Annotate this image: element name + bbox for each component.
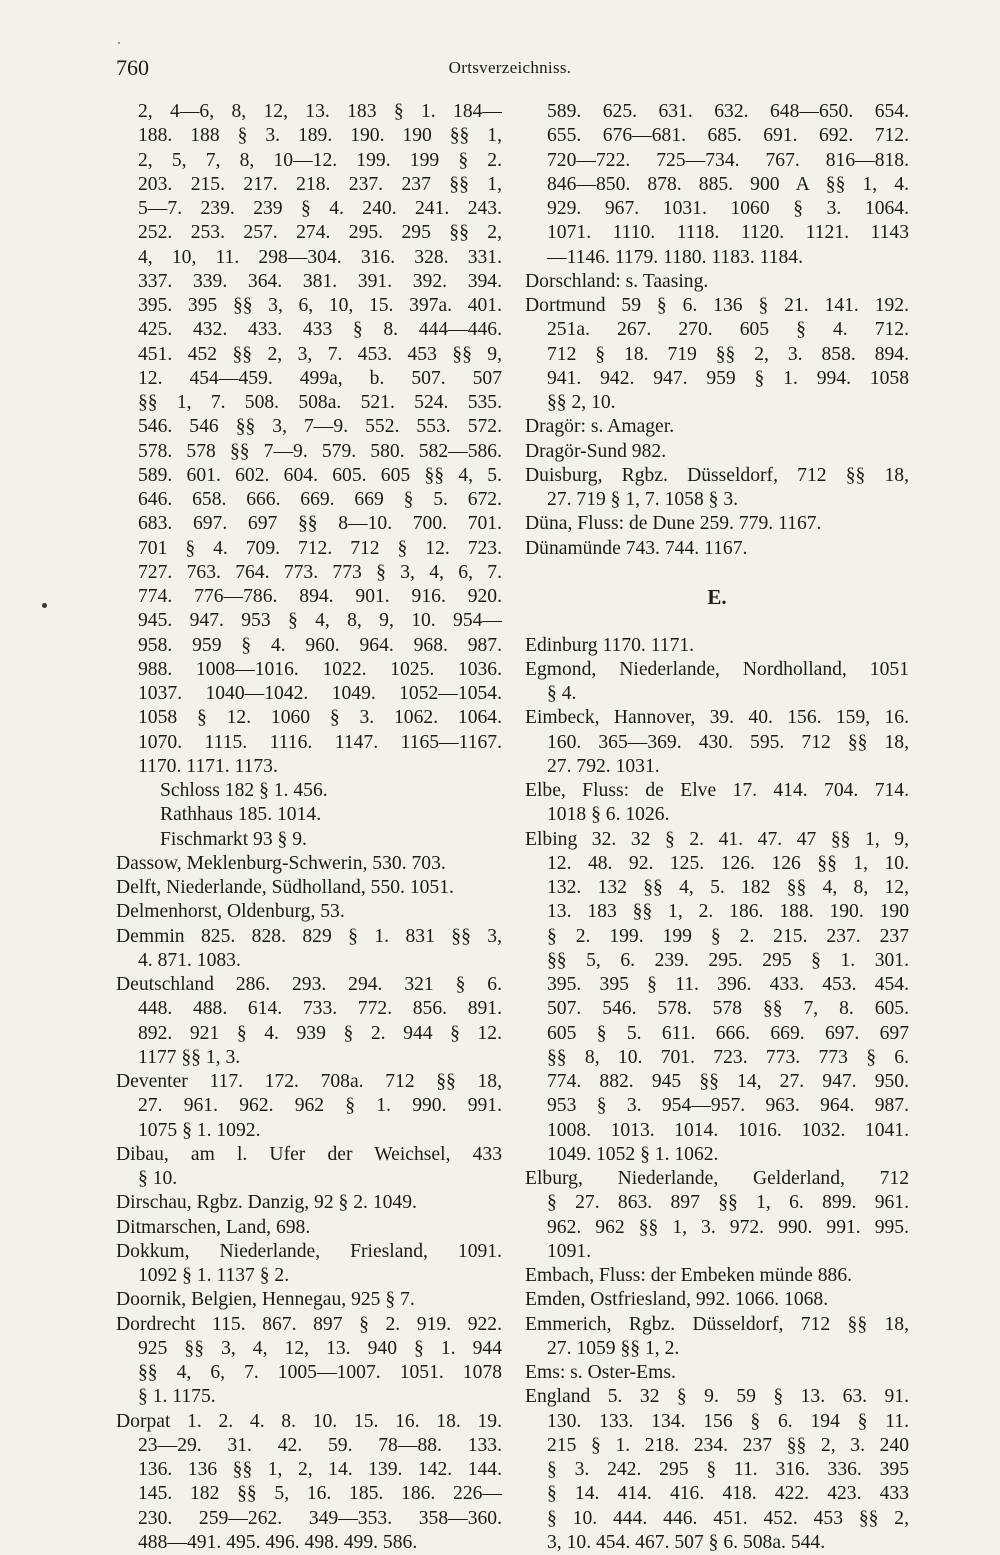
index-line: 1049. 1052 § 1. 1062. bbox=[547, 1143, 719, 1165]
paper-speck bbox=[118, 42, 120, 44]
index-line: Ems: s. Oster-Ems. bbox=[525, 1362, 676, 1383]
index-line: 1071. 1110. 1118. 1120. 1121. 1143 bbox=[547, 222, 909, 244]
index-line: 712 § 18. 719 §§ 2, 3. 858. 894. bbox=[547, 343, 909, 365]
index-line: 1037. 1040—1042. 1049. 1052—1054. bbox=[138, 683, 502, 704]
index-line: 720—722. 725—734. 767. 816—818. bbox=[547, 149, 909, 171]
index-line: 2, 4—6, 8, 12, 13. 183 § 1. 184— bbox=[138, 101, 502, 122]
index-line: 774. 882. 945 §§ 14, 27. 947. 950. bbox=[547, 1071, 909, 1092]
index-line: 727. 763. 764. 773. 773 § 3, 4, 6, 7. bbox=[138, 561, 502, 583]
index-line: 5—7. 239. 239 § 4. 240. 241. 243. bbox=[138, 198, 502, 219]
index-line: Dragör: s. Amager. bbox=[525, 416, 675, 438]
index-line: Doornik, Belgien, Hennegau, 925 § 7. bbox=[116, 1289, 415, 1311]
index-line: Elbing 32. 32 § 2. 41. 47. 47 §§ 1, 9, bbox=[525, 828, 909, 850]
index-line: 451. 452 §§ 2, 3, 7. 453. 453 §§ 9, bbox=[138, 343, 502, 365]
index-line: 13. 183 §§ 1, 2. 186. 188. 190. 190 bbox=[547, 901, 909, 923]
index-line: §§ 2, 10. bbox=[547, 392, 616, 413]
index-line: Fischmarkt 93 § 9. bbox=[160, 828, 307, 850]
index-line: §§ 5, 6. 239. 295. 295 § 1. 301. bbox=[547, 949, 909, 971]
index-line: § 3. 242. 295 § 11. 316. 336. 395 bbox=[547, 1459, 909, 1480]
index-line: § 4. bbox=[547, 683, 577, 704]
index-line: 962. 962 §§ 1, 3. 972. 990. 991. 995. bbox=[547, 1216, 909, 1238]
index-line: 130. 133. 134. 156 § 6. 194 § 11. bbox=[547, 1410, 909, 1432]
index-line: 145. 182 §§ 5, 16. 185. 186. 226— bbox=[138, 1483, 502, 1505]
index-line: Deventer 117. 172. 708a. 712 §§ 18, bbox=[116, 1071, 502, 1092]
index-line: 1092 § 1. 1137 § 2. bbox=[138, 1265, 290, 1286]
index-line: Eimbeck, Hannover, 39. 40. 156. 159, 16. bbox=[525, 707, 909, 729]
index-line: Dibau, am l. Ufer der Weichsel, 433 bbox=[116, 1143, 502, 1165]
index-line: 925 §§ 3, 4, 12, 13. 940 § 1. 944 bbox=[138, 1337, 502, 1359]
index-line: §§ 1, 7. 508. 508a. 521. 524. 535. bbox=[138, 392, 502, 413]
index-line: 27. 792. 1031. bbox=[547, 755, 660, 777]
index-line: § 2. 199. 199 § 2. 215. 237. 237 bbox=[547, 925, 909, 947]
index-line: 337. 339. 364. 381. 391. 392. 394. bbox=[138, 270, 502, 292]
index-line: Demmin 825. 828. 829 § 1. 831 §§ 3, bbox=[116, 925, 502, 947]
index-line bbox=[525, 609, 909, 633]
index-line: 215 § 1. 218. 234. 237 §§ 2, 3. 240 bbox=[547, 1434, 909, 1456]
index-line: § 1. 1175. bbox=[138, 1386, 216, 1408]
index-line: 395. 395 § 11. 396. 433. 453. 454. bbox=[547, 974, 909, 995]
index-line: 1070. 1115. 1116. 1147. 1165—1167. bbox=[138, 731, 502, 753]
index-line: Emden, Ostfriesland, 992. 1066. 1068. bbox=[525, 1289, 829, 1311]
index-line: 929. 967. 1031. 1060 § 3. 1064. bbox=[547, 198, 909, 219]
index-line: Egmond, Niederlande, Nordholland, 1051 bbox=[525, 658, 909, 680]
index-line: 701 § 4. 709. 712. 712 § 12. 723. bbox=[138, 537, 502, 559]
index-line: 132. 132 §§ 4, 5. 182 §§ 4, 8, 12, bbox=[547, 877, 909, 898]
index-line: —1146. 1179. 1180. 1183. 1184. bbox=[547, 246, 803, 268]
running-title: Ortsverzeichniss. bbox=[448, 58, 572, 77]
index-line: § 10. 444. 446. 451. 452. 453 §§ 2, bbox=[547, 1507, 909, 1529]
index-line: 488—491. 495. 496. 498. 499. 586. bbox=[138, 1531, 418, 1553]
index-line: 1075 § 1. 1092. bbox=[138, 1119, 261, 1141]
index-line: 395. 395 §§ 3, 6, 10, 15. 397a. 401. bbox=[138, 295, 502, 316]
index-line: 988. 1008—1016. 1022. 1025. 1036. bbox=[138, 658, 502, 680]
index-line: 4. 871. 1083. bbox=[138, 949, 241, 971]
index-line: 2, 5, 7, 8, 10—12. 199. 199 § 2. bbox=[138, 149, 502, 171]
index-line: 425. 432. 433. 433 § 8. 444—446. bbox=[138, 319, 502, 341]
index-line: 23—29. 31. 42. 59. 78—88. 133. bbox=[138, 1434, 502, 1456]
index-line: 774. 776—786. 894. 901. 916. 920. bbox=[138, 586, 502, 607]
index-line: 892. 921 § 4. 939 § 2. 944 § 12. bbox=[138, 1022, 502, 1044]
index-line: Deutschland 286. 293. 294. 321 § 6. bbox=[116, 974, 502, 995]
index-line: Elbe, Fluss: de Elve 17. 414. 704. 714. bbox=[525, 780, 909, 801]
index-line: Dirschau, Rgbz. Danzig, 92 § 2. 1049. bbox=[116, 1192, 417, 1214]
paper-blemish bbox=[42, 603, 47, 608]
page-header bbox=[112, 55, 908, 85]
index-line: Dorschland: s. Taasing. bbox=[525, 270, 709, 292]
index-line: 1018 § 6. 1026. bbox=[547, 804, 670, 826]
index-line: 589. 601. 602. 604. 605. 605 §§ 4, 5. bbox=[138, 464, 502, 486]
index-line: 578. 578 §§ 7—9. 579. 580. 582—586. bbox=[138, 440, 502, 462]
index-line: Dorpat 1. 2. 4. 8. 10. 15. 16. 18. 19. bbox=[116, 1410, 502, 1432]
index-line: 546. 546 §§ 3, 7—9. 552. 553. 572. bbox=[138, 416, 502, 438]
index-line: 252. 253. 257. 274. 295. 295 §§ 2, bbox=[138, 222, 502, 244]
index-line: Embach, Fluss: der Embeken münde 886. bbox=[525, 1265, 853, 1286]
index-line: 945. 947. 953 § 4, 8, 9, 10. 954— bbox=[138, 610, 502, 632]
index-line: § 27. 863. 897 §§ 1, 6. 899. 961. bbox=[547, 1192, 909, 1214]
index-line: 230. 259—262. 349—353. 358—360. bbox=[138, 1507, 502, 1529]
right-column bbox=[525, 100, 909, 1555]
index-line bbox=[525, 561, 909, 585]
index-line: Elburg, Niederlande, Gelderland, 712 bbox=[525, 1168, 909, 1189]
index-line: 941. 942. 947. 959 § 1. 994. 1058 bbox=[547, 367, 909, 389]
index-line: 12. 48. 92. 125. 126. 126 §§ 1, 10. bbox=[547, 852, 909, 874]
section-heading-e: E. bbox=[707, 585, 727, 609]
index-line: England 5. 32 § 9. 59 § 13. 63. 91. bbox=[525, 1386, 909, 1408]
index-line: Dragör-Sund 982. bbox=[525, 440, 667, 462]
index-line: § 10. bbox=[138, 1168, 178, 1189]
index-line: Dokkum, Niederlande, Friesland, 1091. bbox=[116, 1240, 502, 1262]
index-line: Ditmarschen, Land, 698. bbox=[116, 1216, 311, 1238]
index-line: 203. 215. 217. 218. 237. 237 §§ 1, bbox=[138, 173, 502, 195]
index-line: Rathhaus 185. 1014. bbox=[160, 804, 322, 826]
index-line: 27. 1059 §§ 1, 2. bbox=[547, 1337, 680, 1359]
index-line: 188. 188 § 3. 189. 190. 190 §§ 1, bbox=[138, 125, 502, 147]
index-line: 1177 §§ 1, 3. bbox=[138, 1046, 241, 1068]
index-line: 605 § 5. 611. 666. 669. 697. 697 bbox=[547, 1022, 909, 1044]
index-line: 4, 10, 11. 298—304. 316. 328. 331. bbox=[138, 246, 502, 268]
index-line: 683. 697. 697 §§ 8—10. 700. 701. bbox=[138, 513, 502, 535]
index-line: 448. 488. 614. 733. 772. 856. 891. bbox=[138, 998, 502, 1020]
index-line: 1170. 1171. 1173. bbox=[138, 755, 278, 777]
index-line: Edinburg 1170. 1171. bbox=[525, 634, 695, 656]
index-line: §§ 4, 6, 7. 1005—1007. 1051. 1078 bbox=[138, 1362, 502, 1383]
index-line: Dortmund 59 § 6. 136 § 21. 141. 192. bbox=[525, 295, 909, 316]
index-line: 1058 § 12. 1060 § 3. 1062. 1064. bbox=[138, 707, 502, 729]
left-column bbox=[116, 100, 502, 1555]
index-line: Delmenhorst, Oldenburg, 53. bbox=[116, 901, 345, 923]
index-line: 251a. 267. 270. 605 § 4. 712. bbox=[547, 319, 909, 341]
index-line: Duisburg, Rgbz. Düsseldorf, 712 §§ 18, bbox=[525, 464, 909, 486]
index-line: Schloss 182 § 1. 456. bbox=[160, 780, 328, 801]
index-line: 27. 719 § 1, 7. 1058 § 3. bbox=[547, 489, 739, 510]
index-line: 160. 365—369. 430. 595. 712 §§ 18, bbox=[547, 731, 909, 753]
index-line: § 14. 414. 416. 418. 422. 423. 433 bbox=[547, 1483, 909, 1505]
index-line: Emmerich, Rgbz. Düsseldorf, 712 §§ 18, bbox=[525, 1313, 909, 1335]
index-line: Dünamünde 743. 744. 1167. bbox=[525, 537, 748, 559]
index-line: 12. 454—459. 499a, b. 507. 507 bbox=[138, 367, 502, 389]
page-number: 760 bbox=[116, 55, 149, 80]
index-line: 27. 961. 962. 962 § 1. 990. 991. bbox=[138, 1095, 502, 1117]
index-line: 589. 625. 631. 632. 648—650. 654. bbox=[547, 101, 909, 122]
index-line: §§ 8, 10. 701. 723. 773. 773 § 6. bbox=[547, 1046, 909, 1068]
index-line: 646. 658. 666. 669. 669 § 5. 672. bbox=[138, 489, 502, 510]
index-line: Delft, Niederlande, Südholland, 550. 1051. bbox=[116, 877, 454, 898]
index-line: Dassow, Meklenburg-Schwerin, 530. 703. bbox=[116, 852, 446, 874]
index-line: 3, 10. 454. 467. 507 § 6. 508a. 544. bbox=[547, 1531, 826, 1553]
index-line: 846—850. 878. 885. 900 A §§ 1, 4. bbox=[547, 173, 909, 195]
index-line: 1008. 1013. 1014. 1016. 1032. 1041. bbox=[547, 1119, 909, 1141]
index-line: 1091. bbox=[547, 1240, 592, 1262]
index-line: 655. 676—681. 685. 691. 692. 712. bbox=[547, 125, 909, 147]
index-line: 958. 959 § 4. 960. 964. 968. 987. bbox=[138, 634, 502, 656]
index-line: 953 § 3. 954—957. 963. 964. 987. bbox=[547, 1095, 909, 1117]
index-line: Dordrecht 115. 867. 897 § 2. 919. 922. bbox=[116, 1313, 502, 1335]
index-line: 136. 136 §§ 1, 2, 14. 139. 142. 144. bbox=[138, 1459, 502, 1480]
index-line: 507. 546. 578. 578 §§ 7, 8. 605. bbox=[547, 998, 909, 1020]
index-line: Düna, Fluss: de Dune 259. 779. 1167. bbox=[525, 513, 822, 535]
